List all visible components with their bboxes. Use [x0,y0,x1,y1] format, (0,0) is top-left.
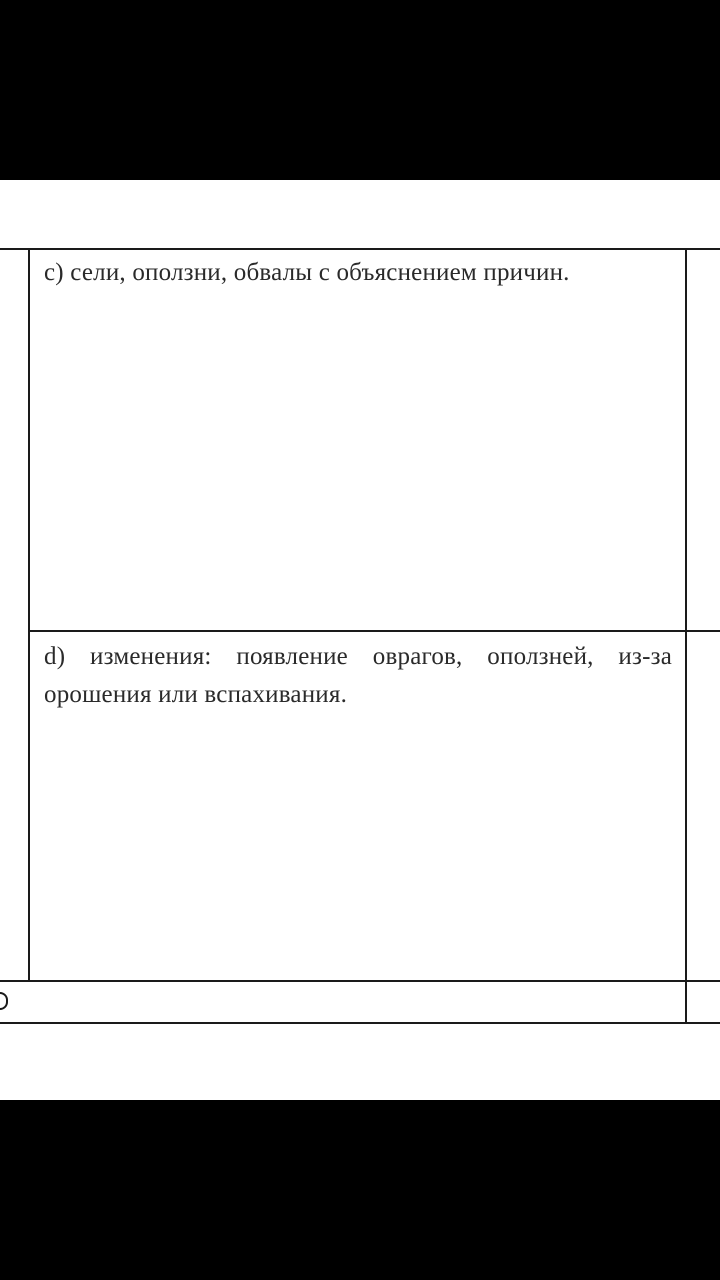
cell-row-d-text: d) изменения: появление оврагов, оползней, из-за орошения или вспахивания. [44,643,672,708]
table-top-border [0,248,720,250]
right-column-border [685,248,687,1024]
table-bottom-border [0,1022,720,1024]
bottom-letterbox [0,1100,720,1280]
row-divider-d-next [0,980,720,982]
cut-off-edge-mark [0,992,8,1010]
cell-row-c-text: c) сели, оползни, обвалы с объяснением причин. [44,259,570,286]
left-column-border [28,248,30,982]
top-letterbox [0,0,720,180]
row-divider-c-d [30,630,720,632]
document-page [0,180,720,1100]
